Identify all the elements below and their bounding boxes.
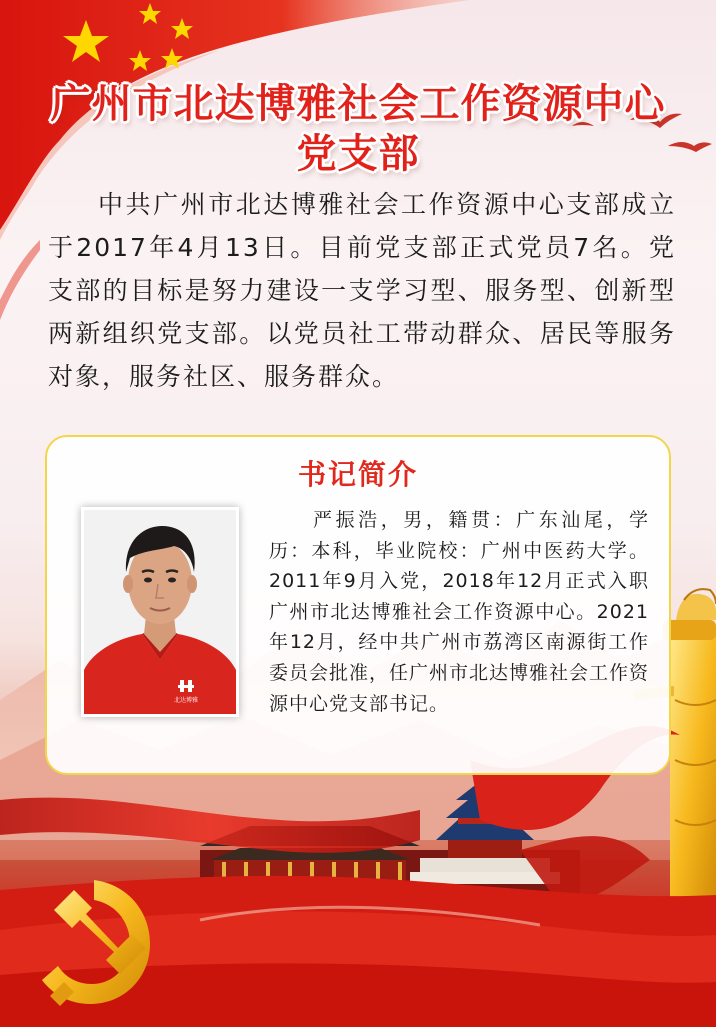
shirt-logo-text: 北达博雅: [173, 697, 199, 704]
intro-paragraph: 中共广州市北达博雅社会工作资源中心支部成立于2017年4月13日。目前党支部正式党员7名。党支部的目标是努力建设一支学习型、服务型、创新型两新组织党支部。以党员社工带动群众、居民等服务对象，服务社区、服务群众。: [48, 190, 676, 391]
secretary-photo-frame: [81, 507, 239, 717]
secretary-card: [45, 435, 671, 775]
page-title: 广州市北达博雅社会工作资源中心: [50, 81, 666, 127]
secretary-photo: [84, 510, 236, 714]
page-subtitle: 党支部: [296, 131, 420, 177]
secretary-heading: 书记简介: [297, 458, 418, 491]
secretary-bio: 严振浩，男，籍贯：广东汕尾，学历：本科，毕业院校：广州中医药大学。2011年9月入党，2018年12月正式入职广州市北达博雅社会工作资源中心。2021年12月，经中共广州市荔湾区南源街工作委员会批准，任广州市北达博雅社会工作资源中心党支部书记。: [269, 509, 650, 715]
